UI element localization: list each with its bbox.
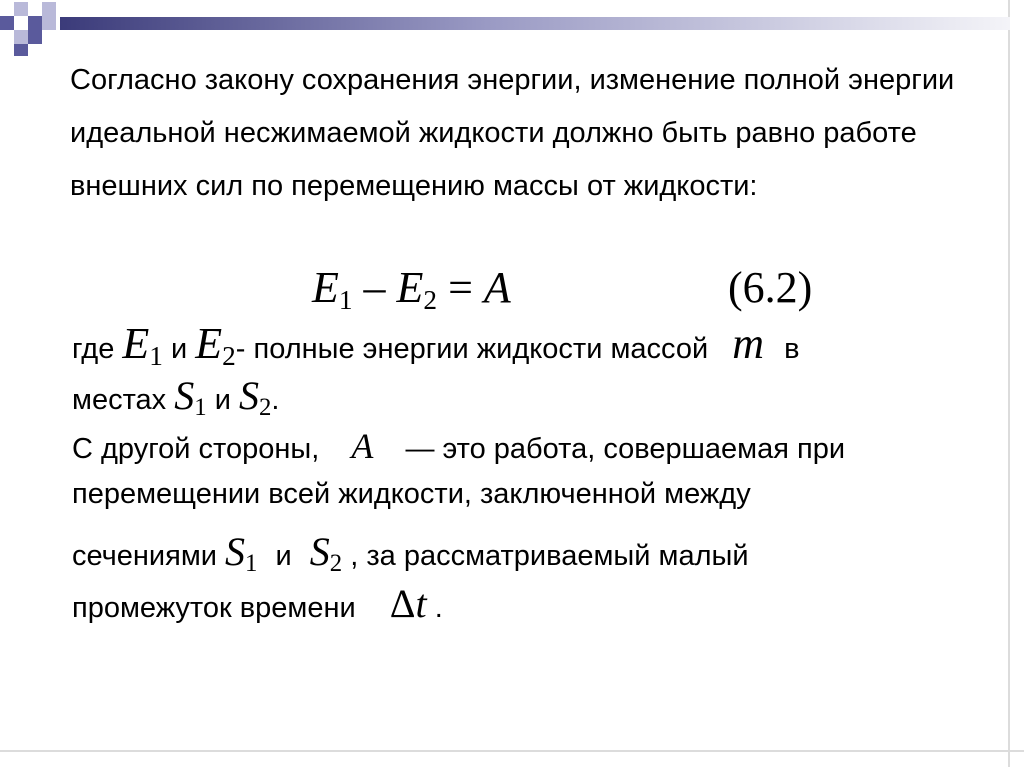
time-start: промежуток времени — [72, 592, 356, 624]
sections-rest: , за рассматриваемый малый — [350, 540, 749, 572]
and-word: и — [170, 333, 188, 365]
symbol-e2: $E_2$ — [195, 319, 236, 371]
intro-paragraph: Согласно закону сохранения энергии, изменение полной энергии идеальной несжимаемой жидкости должно быть равно работе внешних сил по перемещению массы от жидкости: — [70, 64, 955, 202]
decor-square — [28, 30, 42, 44]
in-word: в — [784, 333, 800, 365]
eq-a: A — [483, 263, 511, 312]
line-places — [72, 372, 279, 422]
eq-e1: $E_1$ — [312, 263, 353, 315]
symbol-s2: $S_2$ — [309, 529, 343, 578]
places-word: местах — [72, 384, 167, 416]
header-gradient-bar — [60, 17, 1010, 30]
symbol-s2: $S_2$ — [238, 373, 272, 422]
where-rest: - полные энергии жидкости массой — [235, 333, 709, 365]
eq-e2: $E_2$ — [396, 263, 438, 315]
line-move: перемещении всей жидкости, заключенной между — [72, 478, 751, 510]
frame-right-line — [1008, 0, 1010, 767]
other-rest: — это работа, совершаемая при — [405, 433, 846, 465]
line-where — [72, 318, 800, 372]
sections-start: сечениями — [72, 540, 217, 572]
symbol-s1: $S_1$ — [174, 373, 207, 422]
decor-square — [0, 16, 14, 30]
time-period: . — [434, 592, 443, 624]
symbol-e1: $E_1$ — [122, 319, 163, 371]
and-word: и — [214, 384, 231, 416]
symbol-m: m — [732, 319, 765, 368]
symbol-a: A — [351, 426, 374, 466]
equation-number: (6.2) — [728, 263, 813, 312]
decor-square — [14, 30, 28, 44]
eq-minus: – — [363, 263, 386, 312]
symbol-s1: $S_1$ — [225, 529, 258, 578]
symbol-delta-t: Δt — [389, 581, 427, 626]
decor-square — [42, 16, 56, 30]
line-time — [72, 580, 443, 627]
frame-bottom-line — [0, 750, 1024, 752]
decor-square — [14, 44, 28, 56]
line-sections — [72, 528, 749, 578]
equation-6-2 — [312, 262, 511, 316]
where-word: где — [72, 333, 115, 365]
header-decoration — [0, 0, 1024, 60]
places-period: . — [271, 384, 280, 416]
eq-equals: = — [448, 263, 473, 312]
other-start: С другой стороны, — [72, 433, 320, 465]
decor-square — [14, 2, 28, 16]
line-other-side — [72, 425, 845, 467]
decor-square — [42, 2, 56, 16]
decor-square — [28, 16, 42, 30]
and-word: и — [275, 540, 292, 572]
